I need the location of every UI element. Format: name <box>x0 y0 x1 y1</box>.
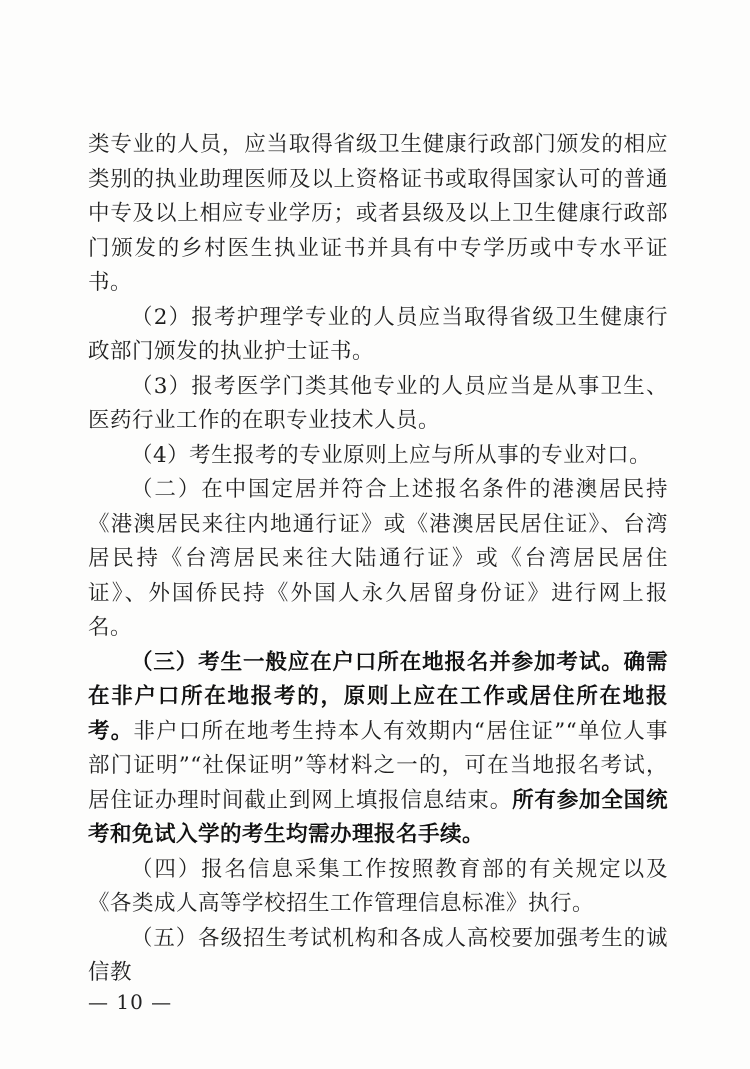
text-run: （五）各级招生考试机构和各成人高校要加强考生的诚信教 <box>88 925 668 985</box>
text-run: （四）报名信息采集工作按照教育部的有关规定以及《各类成人高等学校招生工作管理信息标准》执行。 <box>88 856 668 916</box>
paragraph-1 <box>88 128 668 301</box>
bold-text-run: （三）考生一般应在户口所在地报名并参加考试。确需在非户口所在地报考的，原则上应在工作或居住所在地报考。 <box>88 649 668 744</box>
paragraph-6 <box>88 646 668 853</box>
paragraph-3 <box>88 370 668 439</box>
paragraph-4 <box>88 439 668 474</box>
bold-text-run: 所有参加全国统考和免试入学的考生均需办理报名手续。 <box>88 787 668 847</box>
text-run: （2）报考护理学专业的人员应当取得省级卫生健康行政部门颁发的执业护士证书。 <box>88 304 668 364</box>
body-text <box>88 128 668 991</box>
paragraph-7 <box>88 853 668 922</box>
text-run: （3）报考医学门类其他专业的人员应当是从事卫生、医药行业工作的在职专业技术人员。 <box>88 373 668 433</box>
text-run: 非户口所在地考生持本人有效期内“居住证”“单位人事部门证明”“社保证明”等材料之一的，可在当地报名考试，居住证办理时间截止到网上填报信息结束。 <box>88 718 668 813</box>
paragraph-5 <box>88 473 668 646</box>
page-number: — 10 — <box>88 990 173 1014</box>
paragraph-2 <box>88 301 668 370</box>
text-run: （4）考生报考的专业原则上应与所从事的专业对口。 <box>131 442 652 468</box>
text-run: 类专业的人员，应当取得省级卫生健康行政部门颁发的相应类别的执业助理医师及以上资格证书或取得国家认可的普通中专及以上相应专业学历；或者县级及以上卫生健康行政部门颁发的乡村医生执业证书并具有中专学历或中专水平证书。 <box>88 132 668 295</box>
paragraph-8 <box>88 922 668 991</box>
text-run: （二）在中国定居并符合上述报名条件的港澳居民持《港澳居民来往内地通行证》或《港澳居民居住证》、台湾居民持《台湾居民来往大陆通行证》或《台湾居民居住证》、外国侨民持《外国人永久居留身份证》进行网上报名。 <box>88 477 668 640</box>
